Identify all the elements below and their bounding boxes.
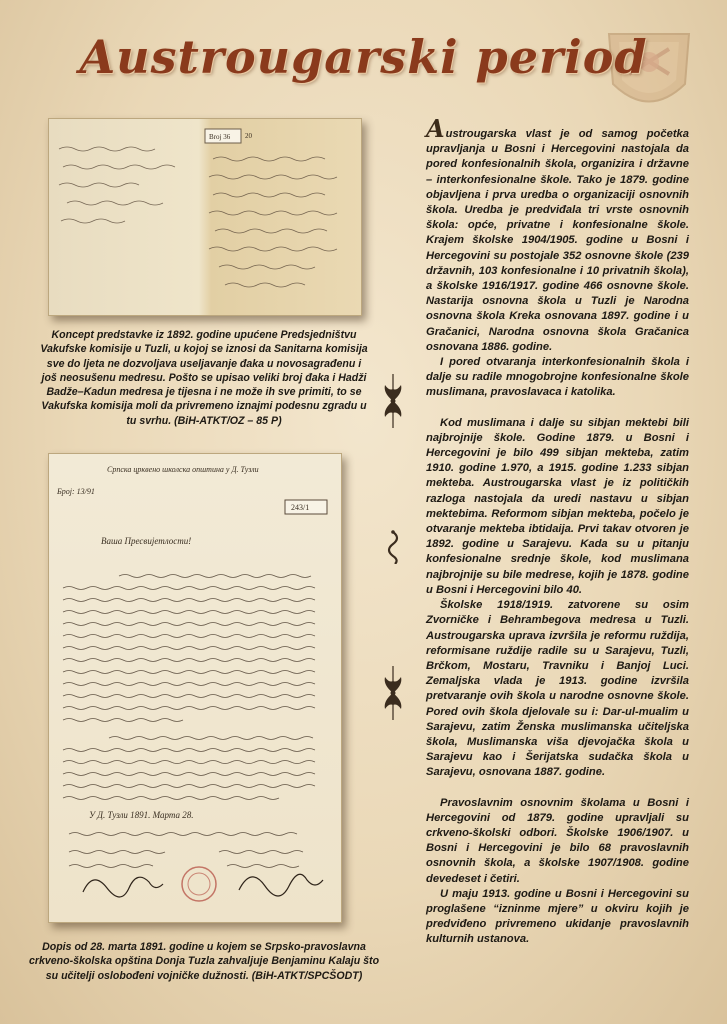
archival-document-photo-cyrillic	[48, 453, 342, 923]
article-paragraph: Školske 1918/1919. zatvorene su osim Zvorničke i Behrambegova medresa u Tuzli. Austrougarska uprava izvršila je reformu ruždija, reformisane ruždije radile su u Sarajevu, Tuzli, Brčkom, Mostaru, Travniku i Banjoj Luci. Zemaljska vlada je 1913. godine izvršila pretvaranje ovih škola u narodne osnovne škole. Pored ovih škola djelovale su i: Dar-ul-mualim u Sarajevu, zatim Ženska muslimanska učiteljska škola, Muslimanska viša djevojačka škola u Sarajevu kao i Šerijatska sudačka škola u Sarajevu, osnovana 1887. godine.	[426, 599, 689, 779]
photo1-stamp: Broj 36	[209, 133, 231, 141]
article-paragraph: Kod muslimana i dalje su sibjan mektebi bili najbrojnije škole. Godine 1879. u Bosni i Hercegovini je bilo 499 sibjan mekteba, zatim 1910. godine 1.970, a 1915. godine 1.233 sibjan mekteba. Austrougarska vlast je iz političkih razloga nastojala da uredi nastavu u sibjan mektebima. Reformom sibjan mekteba, počelo je otvaranje mekteba ibtidaija. Prvi takav otvoren je 1892. godine u Sarajevu. Kada su u pitanju konfesionalne srednje škole, kod muslimana najbrojnije su bile medrese, kojih je 1878. godine u Bosni i Hercegovini bilo 40.	[426, 416, 689, 596]
photo1-caption: Koncept predstavke iz 1892. godine upućene Predsjedništvu Vakufske komisije u Tuzli, u kojoj se iznosi da Sanitarna komisija sve do ljeta ne dozvoljava useljavanje đaka u novosagrađenu i još neosušenu medresu. Pošto se upisao veliki broj đaka i Hadži Badže–Kadun medresa je tijesna i ne može ih sve primiti, to se Vakufska komisija moli da privremeno iznajmi podesnu zgradu u tu svrhu. (BiH-ATKT/OZ – 85 P)	[40, 329, 368, 427]
article-paragraph: I pored otvaranja interkonfesionalnih škola i dalje su radile mnogobrojne konfesionalne škole muslimana, pravoslavaca i katolika.	[426, 356, 689, 399]
photo2-salutation: Ваша Пресвијетлости!	[101, 536, 192, 546]
photo1-stamp-number: 20	[245, 132, 252, 140]
article-text	[426, 114, 689, 948]
article-paragraph-text: ustrougarska vlast je od samog početka upravljanja u Bosni i Hercegovini nastojala da pored konfesionalnih škola, organizira i državne – interkonfesionalne škole. Tako je 1879. godine objavljena i prva uredba o organizaciji osnovnih škola. Uredba je predviđala tri vrste osnovnih škola: opće, privatne i konfesionalne škole. Krajem školske 1904/1905. godine u Bosni i Hercegovini su postojale 352 osnovne škole (239 državnih, 103 konfesionalne i 10 privatnih škola), a školske 1916/1917. godine 466 osnovne škole. Nastarija osnovna škola u Tuzli je Narodna osnovna škola Kreka osnovana 1897. godine i u Gračanici, Narodna osnovna škola Gračanica osnovana 1886. godine.	[426, 128, 689, 353]
photo2-header: Српска црквено школска општина у Д. Тузли	[107, 465, 259, 474]
photo2-date-line: У Д. Тузли 1891. Марта 28.	[89, 810, 194, 820]
article-paragraph	[426, 114, 689, 355]
scroll-ornament-icon	[382, 530, 404, 564]
fleuron-ornament-icon	[382, 666, 404, 720]
photo2-caption: Dopis od 28. marta 1891. godine u kojem se Srpsko-pravoslavna crkveno-školska opština Donja Tuzla zahvaljuje Benjaminu Kalaju što su učitelji oslobođeni vojničke dužnosti. (BiH-ATKT/SPCŠODT)	[28, 941, 380, 982]
page-title: Austrougarski period	[79, 30, 648, 84]
photo2-reg-number: 243/1	[291, 503, 310, 512]
article-paragraph: U maju 1913. godine u Bosni i Hercegovini su proglašene “izninme mjere” u okviru kojih je predviđeno privremeno ukidanje pravoslavnih kulturnih ustanova.	[426, 887, 689, 946]
drop-cap: A	[426, 114, 445, 143]
archival-document-photo-ottoman	[48, 118, 362, 316]
article-paragraph: Pravoslavnim osnovnim školama u Bosni i Hercegovini od 1879. godine upravljali su crkveno-školski odbori. Školske 1906/1907. u Bosni i Hercegovini je bilo 68 pravoslavnih osnovnih škola, a školske 1907/1908. godine devedeset i četiri.	[426, 796, 689, 885]
fleuron-ornament-icon	[382, 374, 404, 428]
photo2-reg-label: Број: 13/91	[57, 487, 95, 496]
